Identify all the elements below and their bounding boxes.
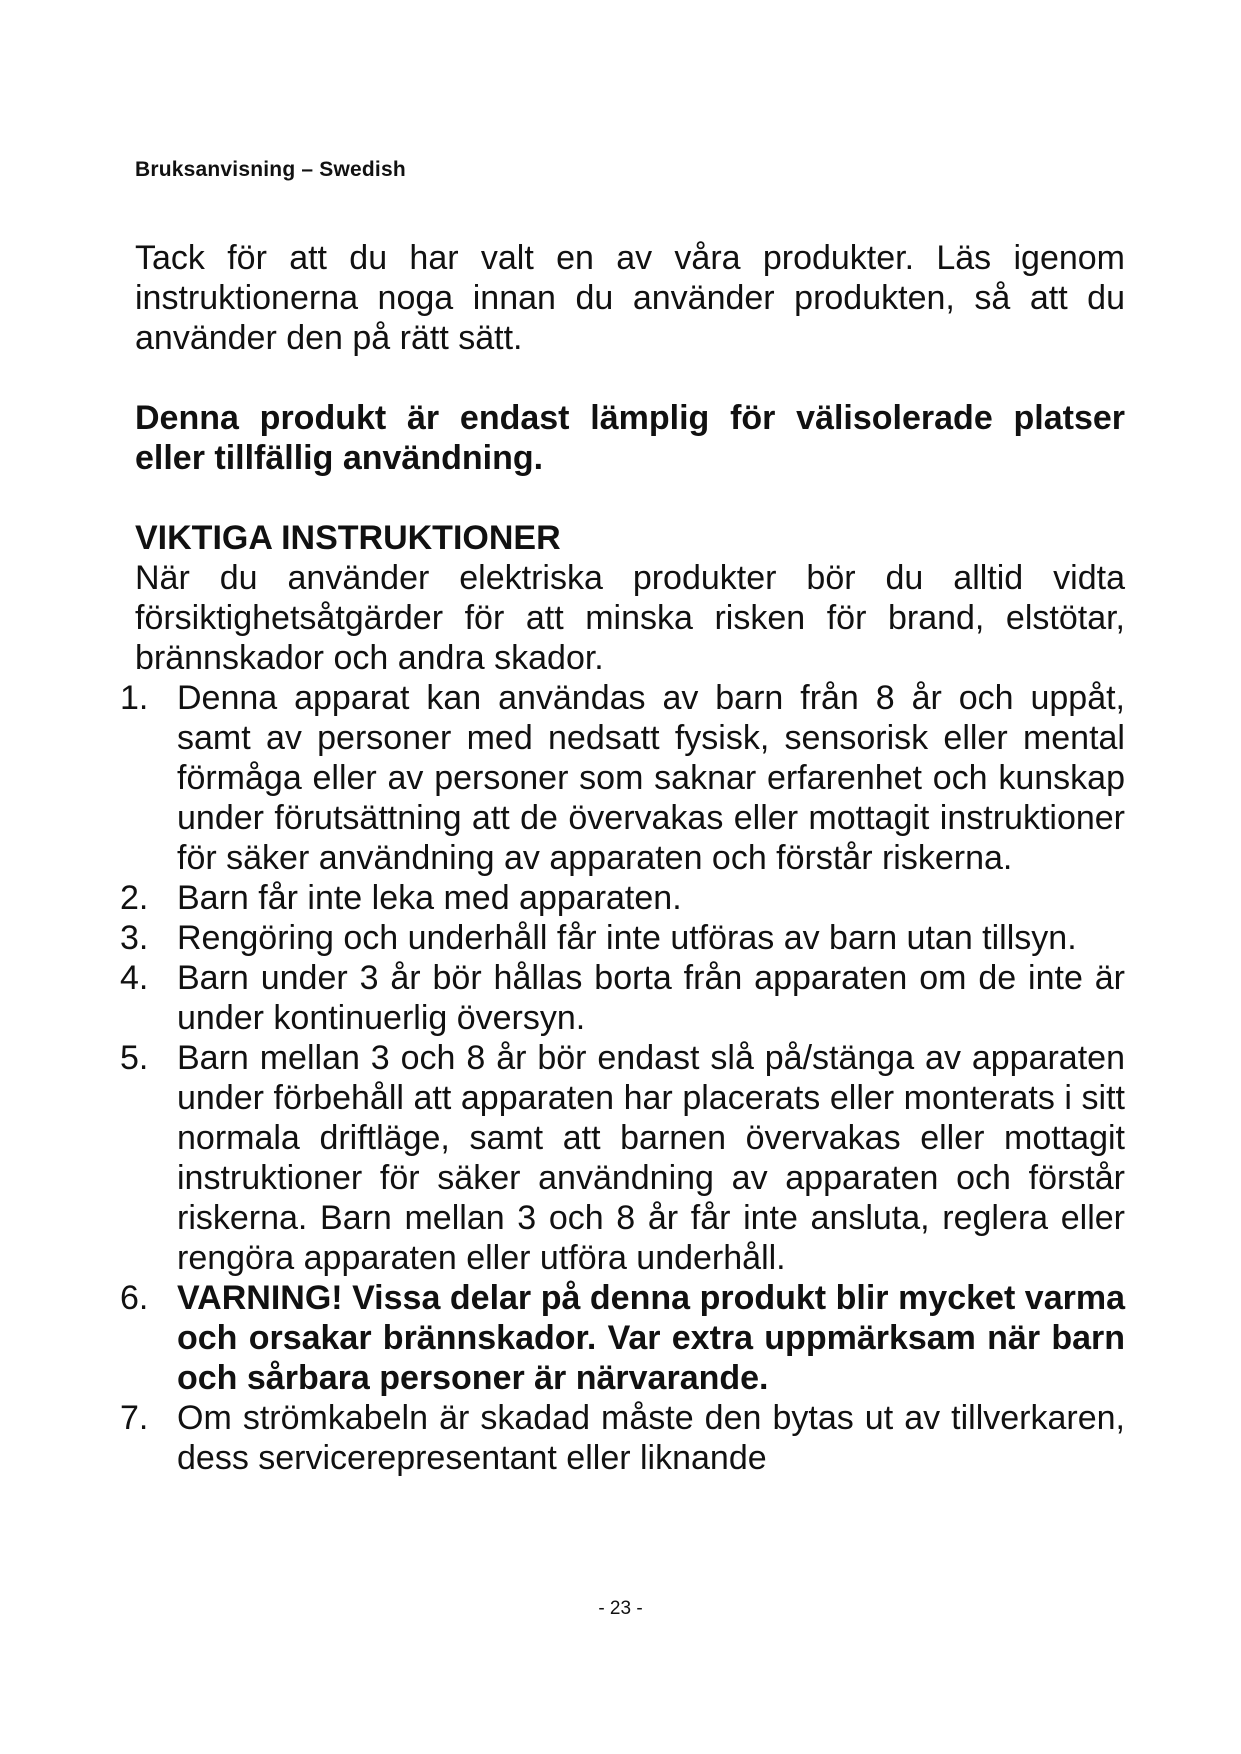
- instruction-number: 5.: [120, 1039, 149, 1077]
- instruction-number: 3.: [120, 919, 149, 957]
- instruction-text: Rengöring och underhåll får inte utföras av barn utan tillsyn.: [177, 919, 1077, 957]
- instruction-text: Barn under 3 år bör hållas borta från apparaten om de inte är under kontinuerlig översyn.: [177, 959, 1125, 1037]
- instruction-number: 6.: [120, 1279, 149, 1317]
- instruction-number: 4.: [120, 959, 149, 997]
- instruction-text: Barn mellan 3 och 8 år bör endast slå på/stänga av apparaten under förbehåll att apparaten har placerats eller monterats i sitt normala driftläge, samt att barnen övervakas eller mottagit instruktioner för säker användning av apparaten och förstår riskerna. Barn mellan 3 och 8 år får inte ansluta, reglera eller rengöra apparaten eller utföra underhåll.: [177, 1039, 1125, 1277]
- section-title: VIKTIGA INSTRUKTIONER: [135, 519, 561, 557]
- instruction-text: Om strömkabeln är skadad måste den bytas ut av tillverkaren, dess servicerepresentant eller liknande: [177, 1399, 1125, 1477]
- instruction-item-4: [120, 958, 1125, 1038]
- document-header-label: Bruksanvisning – Swedish: [135, 158, 406, 181]
- page-number: - 23 -: [598, 1598, 643, 1619]
- instruction-item-2: [120, 878, 1125, 918]
- instruction-text: Denna apparat kan användas av barn från 8 år och uppåt, samt av personer med nedsatt fysisk, sensorisk eller mental förmåga eller av personer som saknar erfarenhet och kunskap under förutsättning att de övervakas eller mottagit instruktioner för säker användning av apparaten och förstår riskerna.: [177, 679, 1125, 877]
- instruction-number: 2.: [120, 879, 149, 917]
- section-lead-paragraph: När du använder elektriska produkter bör du alltid vidta försiktighetsåtgärder för att minska risken för brand, elstötar, brännskador och andra skador.: [135, 559, 1125, 677]
- warning-text: VARNING! Vissa delar på denna produkt blir mycket varma och orsakar brännskador. Var extra uppmärksam när barn och sårbara personer är närvarande.: [177, 1279, 1125, 1397]
- instruction-list: [120, 678, 1125, 1478]
- instruction-item-1: [120, 678, 1125, 878]
- instruction-item-5: [120, 1038, 1125, 1278]
- instruction-item-6-warning: [120, 1278, 1125, 1398]
- instruction-text: Barn får inte leka med apparaten.: [177, 879, 682, 917]
- document-body: [120, 238, 1125, 1478]
- instruction-item-7: [120, 1398, 1125, 1478]
- intro-paragraph: Tack för att du har valt en av våra produkter. Läs igenom instruktionerna noga innan du använder produkten, så att du använder den på rätt sätt.: [135, 239, 1125, 357]
- instruction-item-3: [120, 918, 1125, 958]
- instruction-number: 7.: [120, 1399, 149, 1437]
- instruction-number: 1.: [120, 679, 149, 717]
- suitability-notice: Denna produkt är endast lämplig för välisolerade platser eller tillfällig användning.: [135, 399, 1125, 477]
